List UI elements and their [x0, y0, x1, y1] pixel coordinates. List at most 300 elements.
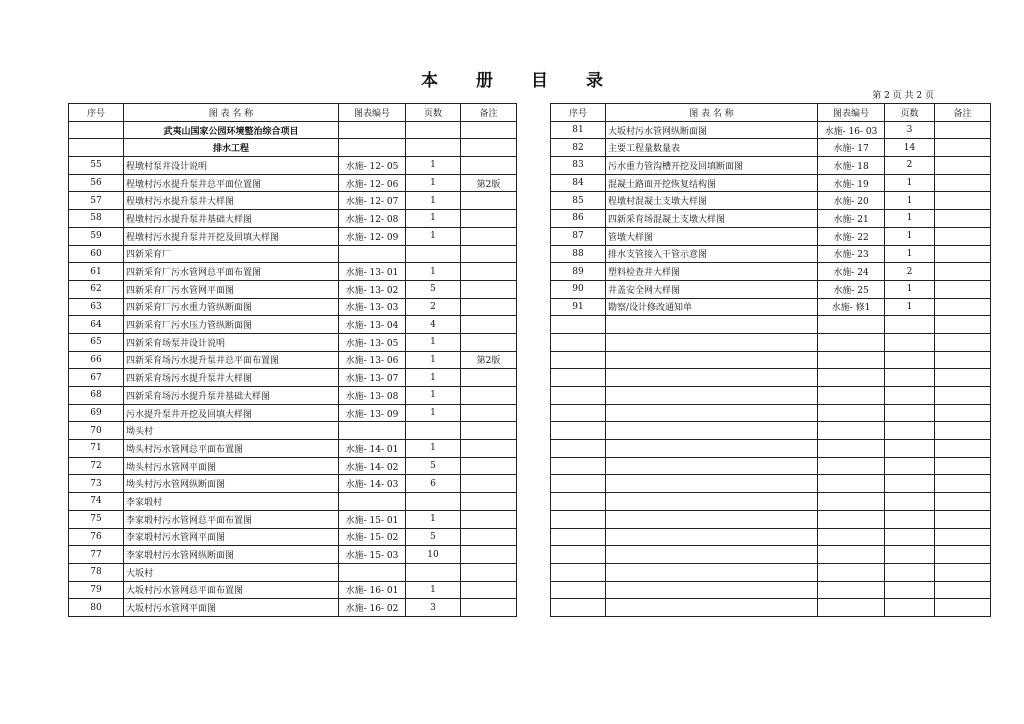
cell-note	[461, 157, 517, 175]
cell-code: 水施- 13- 07	[339, 369, 406, 387]
cell-no	[551, 404, 606, 422]
cell-note	[935, 316, 991, 334]
cell-no: 61	[69, 263, 124, 281]
table-row	[551, 316, 991, 334]
cell-code	[818, 599, 885, 617]
cell-code: 水施- 20	[818, 192, 885, 210]
cell-no: 63	[69, 298, 124, 316]
cell-no: 76	[69, 528, 124, 546]
cell-no: 80	[69, 599, 124, 617]
cell-name: 四新采育厂污水管网总平面布置图	[124, 263, 339, 281]
page-info: 第 2 页 共 2 页	[872, 91, 934, 101]
table-row	[69, 457, 517, 475]
table-row	[69, 475, 517, 493]
table-row	[69, 227, 517, 245]
cell-no	[551, 493, 606, 511]
cell-code: 水施- 13- 06	[339, 351, 406, 369]
cell-note	[461, 599, 517, 617]
cell-note	[935, 422, 991, 440]
index-table-right	[550, 103, 991, 617]
table-row	[551, 493, 991, 511]
cell-note	[461, 245, 517, 263]
table-row	[551, 298, 991, 316]
table-row	[69, 581, 517, 599]
cell-name: 四新采育厂	[124, 245, 339, 263]
cell-no: 83	[551, 157, 606, 175]
table-row	[69, 493, 517, 511]
cell-note	[935, 369, 991, 387]
cell-code: 水施- 12- 09	[339, 227, 406, 245]
cell-pages: 1	[406, 351, 461, 369]
table-row	[69, 245, 517, 263]
cell-note	[935, 599, 991, 617]
cell-no: 77	[69, 546, 124, 564]
cell-code	[818, 422, 885, 440]
table-row	[551, 457, 991, 475]
header-note: 备注	[461, 104, 517, 122]
cell-name	[606, 422, 818, 440]
cell-pages	[885, 422, 935, 440]
cell-no: 57	[69, 192, 124, 210]
cell-note	[935, 493, 991, 511]
cell-pages: 1	[406, 210, 461, 228]
cell-no	[551, 563, 606, 581]
cell-note	[461, 440, 517, 458]
table-row	[69, 139, 517, 157]
cell-pages	[406, 121, 461, 139]
cell-note	[461, 475, 517, 493]
cell-pages: 1	[406, 369, 461, 387]
cell-pages	[885, 599, 935, 617]
cell-no: 67	[69, 369, 124, 387]
cell-no: 70	[69, 422, 124, 440]
cell-code	[818, 546, 885, 564]
cell-code	[818, 369, 885, 387]
cell-name	[606, 510, 818, 528]
table-row	[69, 333, 517, 351]
cell-name: 四新采育场污水提升泵井大样图	[124, 369, 339, 387]
cell-pages: 10	[406, 546, 461, 564]
cell-code: 水施- 13- 05	[339, 333, 406, 351]
cell-note	[935, 440, 991, 458]
cell-name	[606, 528, 818, 546]
cell-pages: 1	[406, 510, 461, 528]
cell-pages: 1	[406, 333, 461, 351]
cell-pages: 2	[885, 263, 935, 281]
cell-name: 勘察/设计修改通知单	[606, 298, 818, 316]
cell-name: 污水重力管沟槽开挖及回填断面图	[606, 157, 818, 175]
header-pages: 页数	[406, 104, 461, 122]
table-row	[551, 510, 991, 528]
cell-name: 武夷山国家公园环境整治综合项目	[124, 121, 339, 139]
cell-pages	[885, 475, 935, 493]
cell-pages: 2	[885, 157, 935, 175]
cell-note	[461, 387, 517, 405]
cell-no	[551, 599, 606, 617]
cell-note	[461, 192, 517, 210]
cell-note	[461, 404, 517, 422]
cell-name: 程墩村污水提升泵井总平面位置图	[124, 174, 339, 192]
table-row	[69, 369, 517, 387]
table-row	[551, 475, 991, 493]
cell-no: 74	[69, 493, 124, 511]
cell-no	[551, 581, 606, 599]
cell-name: 坳头村	[124, 422, 339, 440]
cell-pages	[885, 387, 935, 405]
table-row	[69, 422, 517, 440]
cell-code	[818, 404, 885, 422]
cell-pages: 1	[885, 280, 935, 298]
table-row	[551, 157, 991, 175]
cell-note	[461, 139, 517, 157]
header-row	[551, 104, 991, 122]
table-row	[551, 440, 991, 458]
cell-pages	[885, 528, 935, 546]
cell-pages: 1	[885, 192, 935, 210]
cell-note	[461, 263, 517, 281]
header-code: 图表编号	[818, 104, 885, 122]
page-title	[0, 66, 1024, 91]
cell-name: 坳头村污水管网总平面布置图	[124, 440, 339, 458]
cell-name: 大坂村	[124, 563, 339, 581]
cell-pages	[885, 404, 935, 422]
cell-no: 78	[69, 563, 124, 581]
cell-name: 主要工程量数量表	[606, 139, 818, 157]
title-char: 录	[586, 71, 603, 91]
cell-name: 李家塅村污水管网平面图	[124, 528, 339, 546]
header-name: 图 表 名 称	[606, 104, 818, 122]
header-row	[69, 104, 517, 122]
cell-no	[69, 139, 124, 157]
cell-name	[606, 475, 818, 493]
cell-code: 水施- 18	[818, 157, 885, 175]
cell-name: 井盖安全网大样图	[606, 280, 818, 298]
cell-note	[935, 457, 991, 475]
cell-pages: 1	[885, 174, 935, 192]
table-row	[69, 298, 517, 316]
cell-note	[935, 351, 991, 369]
cell-no: 60	[69, 245, 124, 263]
cell-code	[818, 316, 885, 334]
cell-no	[551, 387, 606, 405]
header-pages: 页数	[885, 104, 935, 122]
cell-code	[339, 563, 406, 581]
table-row	[69, 280, 517, 298]
table-row	[69, 351, 517, 369]
cell-note	[461, 422, 517, 440]
table-row	[551, 121, 991, 139]
cell-name: 李家塅村污水管网纵断面图	[124, 546, 339, 564]
cell-pages	[885, 493, 935, 511]
table-row	[551, 139, 991, 157]
cell-pages: 1	[406, 581, 461, 599]
cell-name: 四新采育厂污水管网平面图	[124, 280, 339, 298]
cell-code: 水施- 16- 03	[818, 121, 885, 139]
cell-no	[551, 422, 606, 440]
cell-note	[935, 227, 991, 245]
cell-note	[461, 493, 517, 511]
cell-name: 四新采育场污水提升泵井总平面布置图	[124, 351, 339, 369]
cell-no	[551, 528, 606, 546]
cell-name: 程墩村污水提升泵井基础大样图	[124, 210, 339, 228]
cell-note	[935, 528, 991, 546]
cell-note: 第2版	[461, 351, 517, 369]
cell-no	[551, 369, 606, 387]
cell-note	[935, 280, 991, 298]
table-row	[69, 121, 517, 139]
cell-no: 62	[69, 280, 124, 298]
cell-name	[606, 581, 818, 599]
cell-pages	[885, 316, 935, 334]
cell-no: 66	[69, 351, 124, 369]
title-char: 目	[531, 71, 548, 91]
cell-no: 81	[551, 121, 606, 139]
header-no: 序号	[551, 104, 606, 122]
cell-pages: 1	[406, 227, 461, 245]
cell-code: 水施- 25	[818, 280, 885, 298]
cell-name: 大坂村污水管网平面图	[124, 599, 339, 617]
cell-code	[339, 422, 406, 440]
cell-no	[551, 316, 606, 334]
cell-code: 水施- 19	[818, 174, 885, 192]
cell-name	[606, 563, 818, 581]
cell-code: 水施- 16- 02	[339, 599, 406, 617]
cell-note	[461, 280, 517, 298]
cell-pages: 14	[885, 139, 935, 157]
cell-name: 混凝土路面开挖恢复结构图	[606, 174, 818, 192]
cell-pages: 1	[406, 440, 461, 458]
cell-code	[339, 245, 406, 263]
cell-note	[935, 192, 991, 210]
cell-code	[818, 387, 885, 405]
cell-note	[935, 333, 991, 351]
cell-code: 水施- 13- 04	[339, 316, 406, 334]
cell-note	[935, 404, 991, 422]
cell-code	[818, 457, 885, 475]
cell-note	[461, 369, 517, 387]
cell-pages: 1	[406, 157, 461, 175]
cell-name: 污水提升泵井开挖及回填大样图	[124, 404, 339, 422]
cell-pages: 1	[885, 245, 935, 263]
cell-code: 水施- 13- 02	[339, 280, 406, 298]
cell-name	[606, 493, 818, 511]
cell-pages	[406, 245, 461, 263]
cell-code: 水施- 15- 03	[339, 546, 406, 564]
cell-name: 排水工程	[124, 139, 339, 157]
cell-note	[935, 139, 991, 157]
table-row	[69, 157, 517, 175]
cell-pages	[885, 581, 935, 599]
table-row	[69, 404, 517, 422]
cell-code: 水施- 23	[818, 245, 885, 263]
cell-code: 水施- 12- 06	[339, 174, 406, 192]
cell-no: 75	[69, 510, 124, 528]
cell-pages	[406, 139, 461, 157]
cell-no: 84	[551, 174, 606, 192]
cell-note	[461, 528, 517, 546]
cell-pages	[885, 351, 935, 369]
header-no: 序号	[69, 104, 124, 122]
cell-no: 73	[69, 475, 124, 493]
cell-note	[935, 298, 991, 316]
cell-name: 排水支管接入干管示意图	[606, 245, 818, 263]
cell-no	[551, 546, 606, 564]
table-row	[551, 245, 991, 263]
header-code: 图表编号	[339, 104, 406, 122]
cell-note	[461, 563, 517, 581]
table-row	[551, 263, 991, 281]
cell-note	[461, 581, 517, 599]
cell-pages	[406, 563, 461, 581]
cell-no: 91	[551, 298, 606, 316]
table-row	[551, 280, 991, 298]
cell-note	[935, 475, 991, 493]
table-row	[551, 210, 991, 228]
cell-pages	[885, 440, 935, 458]
cell-code: 水施- 12- 08	[339, 210, 406, 228]
cell-pages: 5	[406, 280, 461, 298]
table-row	[551, 333, 991, 351]
cell-note	[461, 121, 517, 139]
cell-note	[935, 174, 991, 192]
cell-name	[606, 316, 818, 334]
cell-no: 64	[69, 316, 124, 334]
cell-name: 程墩村混凝土支墩大样图	[606, 192, 818, 210]
cell-note	[935, 121, 991, 139]
cell-note	[935, 387, 991, 405]
cell-code: 水施- 修1	[818, 298, 885, 316]
cell-no: 82	[551, 139, 606, 157]
cell-pages	[406, 493, 461, 511]
cell-note	[461, 510, 517, 528]
cell-code: 水施- 14- 01	[339, 440, 406, 458]
title-char: 本	[421, 71, 438, 91]
cell-name	[606, 599, 818, 617]
index-table-left	[68, 103, 517, 617]
cell-no	[551, 333, 606, 351]
cell-pages: 1	[406, 174, 461, 192]
cell-code	[818, 581, 885, 599]
cell-note	[935, 581, 991, 599]
cell-code: 水施- 13- 03	[339, 298, 406, 316]
cell-note	[935, 245, 991, 263]
cell-pages: 1	[885, 227, 935, 245]
cell-no: 88	[551, 245, 606, 263]
cell-name	[606, 369, 818, 387]
cell-code	[818, 351, 885, 369]
cell-pages: 6	[406, 475, 461, 493]
table-row	[551, 563, 991, 581]
cell-no: 90	[551, 280, 606, 298]
cell-pages	[885, 563, 935, 581]
cell-note: 第2版	[461, 174, 517, 192]
cell-code: 水施- 13- 09	[339, 404, 406, 422]
cell-pages: 3	[406, 599, 461, 617]
cell-code: 水施- 12- 07	[339, 192, 406, 210]
cell-code	[339, 121, 406, 139]
cell-no: 72	[69, 457, 124, 475]
cell-pages: 1	[406, 404, 461, 422]
cell-code	[818, 475, 885, 493]
cell-code	[818, 510, 885, 528]
cell-code	[818, 493, 885, 511]
table-row	[69, 528, 517, 546]
cell-pages	[885, 333, 935, 351]
cell-name	[606, 387, 818, 405]
cell-no: 58	[69, 210, 124, 228]
table-row	[551, 227, 991, 245]
cell-no: 68	[69, 387, 124, 405]
cell-name: 四新采育场泵井设计说明	[124, 333, 339, 351]
cell-name	[606, 457, 818, 475]
cell-code: 水施- 13- 01	[339, 263, 406, 281]
cell-name: 大坂村污水管网纵断面图	[606, 121, 818, 139]
cell-no: 69	[69, 404, 124, 422]
cell-name	[606, 440, 818, 458]
cell-no: 56	[69, 174, 124, 192]
table-row	[551, 546, 991, 564]
cell-code: 水施- 16- 01	[339, 581, 406, 599]
table-row	[69, 546, 517, 564]
cell-no: 87	[551, 227, 606, 245]
cell-name: 管墩大样图	[606, 227, 818, 245]
cell-no: 85	[551, 192, 606, 210]
cell-name: 坳头村污水管网平面图	[124, 457, 339, 475]
cell-pages: 4	[406, 316, 461, 334]
cell-no: 79	[69, 581, 124, 599]
table-row	[69, 599, 517, 617]
header-name: 图 表 名 称	[124, 104, 339, 122]
cell-no: 89	[551, 263, 606, 281]
cell-name: 塑料检查井大样图	[606, 263, 818, 281]
table-row	[69, 510, 517, 528]
cell-code: 水施- 14- 03	[339, 475, 406, 493]
cell-code: 水施- 21	[818, 210, 885, 228]
table-row	[551, 174, 991, 192]
cell-pages: 1	[885, 210, 935, 228]
table-row	[69, 263, 517, 281]
cell-name: 四新采育厂污水重力管纵断面图	[124, 298, 339, 316]
cell-name: 程墩村污水提升泵井开挖及回填大样图	[124, 227, 339, 245]
cell-code	[818, 528, 885, 546]
cell-no	[551, 457, 606, 475]
cell-note	[935, 563, 991, 581]
cell-name: 李家塅村	[124, 493, 339, 511]
cell-name	[606, 333, 818, 351]
cell-pages: 1	[406, 387, 461, 405]
cell-no	[69, 121, 124, 139]
table-row	[551, 422, 991, 440]
cell-name: 程墩村泵井设计说明	[124, 157, 339, 175]
cell-name: 程墩村污水提升泵井大样图	[124, 192, 339, 210]
cell-note	[935, 263, 991, 281]
table-row	[69, 174, 517, 192]
cell-code: 水施- 12- 05	[339, 157, 406, 175]
cell-pages: 1	[406, 192, 461, 210]
cell-name: 四新采育场混凝土支墩大样图	[606, 210, 818, 228]
cell-pages: 1	[885, 298, 935, 316]
cell-pages	[885, 546, 935, 564]
cell-pages: 1	[406, 263, 461, 281]
cell-pages: 5	[406, 457, 461, 475]
cell-code	[818, 333, 885, 351]
table-row	[551, 192, 991, 210]
cell-note	[935, 510, 991, 528]
cell-name	[606, 404, 818, 422]
cell-name	[606, 546, 818, 564]
table-row	[551, 528, 991, 546]
cell-code: 水施- 24	[818, 263, 885, 281]
